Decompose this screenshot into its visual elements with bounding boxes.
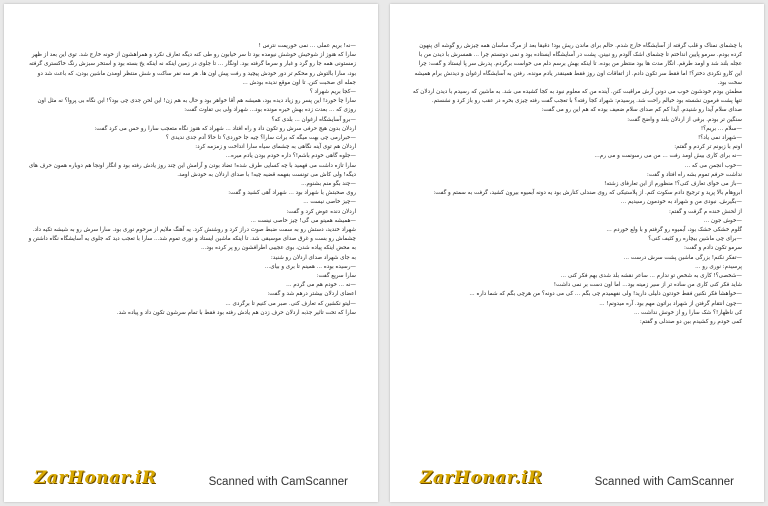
paragraph: سارا سریع گفت: xyxy=(316,273,356,280)
page-text xyxy=(412,42,742,462)
paragraph: اعضای اردلان بیشتر درهم شد و گفت: xyxy=(267,291,356,298)
paragraph: گلوم خشکی خشک بود، آبمیوه رو گرفتم و با ولع خوردم ... xyxy=(606,227,742,234)
paragraph: اردلان بدون هیچ حرفی سرش رو تکون داد و راه افتاد ... شهراد که هنوز نگاه متعجب سارا رو حس می کرد گفت: xyxy=(94,125,356,132)
paragraph: شاید فکر کنی کاری من ساده تر از سیر زمینه بود... اما اون دست بر نمی داشت! xyxy=(553,282,742,289)
paragraph: —شخصی؟! کاری به شخص تو ندارم ... ساعر نقشه بلد شدی بهم فکر کنی ... xyxy=(560,273,742,280)
paragraph: با چشمای نمناک و قلب گرفته از آسایشگاه خارج شدم. حالم برای ماندن ریش بود! دقیقا بعد از مرگ ساسان همه چیزش رو گوشه ای پنهون کرده بودم. سرمو پایین انداختم تا چشمای اشک آلودم رو نبینن. پشت در آسایشگاه ایستاده بود و نمی دونستم چرا ... همسرش با دیدن من با عجله بلند شد و اومد طرفم. انگار مدت ها بود منتظر من بوده. تا اینکه بهش برسم دلم می خواست برگردم. پدرش سر پا ایستاد و گفت: چرا این کارو نکردی دختر؟! اما فقط سر تکون دادم. از اتفاقات اون روز فقط همینقدر یادم مونده. رفتن به آسایشگاه ارغوان و دیدنش برام همیشه سخت بود. xyxy=(414,43,742,86)
paragraph: —تفکر نکنم! بزرگی ماشین پشت سرش درست ... xyxy=(623,254,742,261)
watermark-logo: ZarHonar.iR xyxy=(34,468,157,488)
scanner-label: Scanned with CamScanner xyxy=(208,476,348,488)
paragraph: سنگین تر بودم. برقی از اردلان بلند و واضح گفت: xyxy=(627,116,742,123)
paragraph: —بگیرش. نبودی من و شهراد به خودمون رسیدیم ... xyxy=(620,199,742,206)
document-page-right xyxy=(390,4,764,502)
paragraph: از لحنش خنده م گرفت و گفتم: xyxy=(669,208,742,215)
paragraph: —جلوه گاهی خودم باشم!؟ داره خودم بودن یادم میره... xyxy=(225,153,356,160)
paragraph: اردلان دنده عوض کرد و گفت: xyxy=(286,208,356,215)
document-page-left xyxy=(4,4,378,502)
paragraph: مطمئن بودم خودشون خوب می دونن آرش مراقبت کنن. آینده من که معلوم نبود به کجا کشیده می شد. به ماشین که رسیدم با دیدن اردلان که تنها پشت فرمون نشسته بود خیالم راحت شد. پرسیدم: شهراد کجا رفته؟ با تعجب گفت رفته چیزی بخره در عقب رو باز کرد و نشستم. xyxy=(412,89,742,105)
paragraph: به جای شهراد صدای اردلان رو شنید: xyxy=(270,254,356,261)
paragraph: —چون انتقام گرفتن از شهراد براتون مهم بود. آره میدونم! ... xyxy=(599,300,742,307)
paragraph: کمی خودم رو کشیدم بین دو صندلی و گفتم: xyxy=(639,319,742,326)
scanner-label: Scanned with CamScanner xyxy=(594,476,734,488)
paragraph: کی ناظهار!؟ شک سارا رو از خونش نداشت ... xyxy=(633,309,742,316)
paragraph: پرسیدم: نوری رو ... xyxy=(695,263,742,270)
paragraph: —نه! بریم عملی ... نمی خوریمت نترس ! xyxy=(258,43,356,49)
paragraph: —چیز خاصی نیست ... xyxy=(303,199,356,206)
paragraph: —چند بگو منم بشنوم... xyxy=(301,181,356,188)
paragraph: صدای سلام آیدا رو شنیدم. آیدا کم کم صدای سلام ضعیف بوده که هم این رو می گفت: xyxy=(541,107,742,114)
paragraph: —خبرارمی چی بهت میگه که برات سارا؟ چیه جا خوردی؟ تا حالا آدم جدی ندیدی ؟ xyxy=(165,135,356,142)
paragraph: سارا که تحت تاثیر جذبه اردلان حرف زدن هم یادش رفته بود فقط با تمام سرشون تکون داد و پیاده شد. xyxy=(116,309,356,316)
paragraph: ابروهام بالا پرید و ترجیح دادم سکوت کنم. از پلاستیکی که روی صندلی کنارش بود یه دونه آبمیوه بیرون کشید، گرفت به سمتم و گفت: xyxy=(433,190,742,197)
paragraph: اردلان هم توی آینه نگاهی به چشمای سیاه سارا انداخت و زمزمه کرد: xyxy=(195,144,356,151)
paragraph: —نه ... خودم هم می گردم ... xyxy=(286,282,356,289)
paragraph: سرمو تکون دادم و گفت: xyxy=(684,245,742,252)
paragraph: سارا چا خورد! این پسر رو زیاد دیده بود، همیشه هم آقا خواهر بود و حال به هم زن! این لحن جدی چی بود؟! این نگاه بی پروا؟ نه مثل اون روزی که ... بعدت زده بهش خیره مونده بود... شهراد ولی بی تفاوت گفت: xyxy=(37,98,356,114)
paragraph: —نه برای کاری بیش اومد رفت ... من می رسونمت و می رم... xyxy=(594,153,742,160)
paragraph: —رسیده بوده ... همینم تا بری و بیای... xyxy=(264,263,356,270)
paragraph: —کجا بریم شهراد ؟ xyxy=(309,89,356,96)
watermark-logo: ZarHonar.iR xyxy=(420,468,543,488)
paragraph: —سلام ... بریم؟! xyxy=(700,125,742,132)
paragraph: سارا که هنوز از شوخیش خوشش نیومده بود تا سر خیابون رو طی کنه دیگه تعارف نکرد و همراهشون از خونه خارج شد. توی این بعد از ظهر زمستونی همه جا رو گرد و غبار و سرما گرفته بود. اونگار ... تا جلوی در زمین اینکه نه اینکه یخ بسته بود و استخر سبزش رنگ خاکستری گرفته بود، سارا بالتوش رو محکم تر دور خودش پیچید و رفت پیش اون ها. هر سه نفر ساکت و شش منتظر اومدن ماشین بودن، که باعث شد دو جمله ای صحبت کنن. تا اون موقع ندیده بودش ... xyxy=(29,52,356,86)
paragraph: —شهراد نمی یاد؟! xyxy=(698,135,742,142)
paragraph: —باز می خوای تعارف کنی؟! منظورم از این تعارفای زشته! xyxy=(604,181,742,188)
paragraph: روی صحبتش با شهراد بود ... شهراد آهی کشید و گفت: xyxy=(228,190,356,197)
paragraph: —برو آسایشگاه ارغوان ... بلدی که؟ xyxy=(271,116,356,123)
paragraph: شهراد خندید، دستش رو به سمت ضبط صوت دراز کرد و روشنش کرد. یه آهنگ ملایم از مرحوم نوری بود. سارا سرش رو به شیشه تکیه داد. چشماش رو بست و غرق صدای موسیقی شد. تا اینکه ماشین ایستاد و نوری تموم شد... سارا با تعجب دید که جلوی یه آسایشگاه نگاه داشتن و به محض اینکه پیاده شدن، بوی عجیبی اطرافشون رو پر کرده بود... xyxy=(28,227,356,252)
page-text xyxy=(26,42,356,462)
paragraph: سارا تازه داشت می فهمید با چه کسایی طرف شده! تضاد بودن و آرامش این چند روز یادش رفته بود و انگار اونجا هم دوباره همون حرف های دیگه! ولی کاش می تونست بفهمه قضیه چیه! با صدای اردلان به خودش اومد. xyxy=(28,162,356,178)
paragraph: —لیتو نکشین که تعارف کنی. صبر می کنیم تا برگردی ... xyxy=(225,300,356,307)
paragraph: —همیشه همینو می گی! چیز خاصی نیست ... xyxy=(250,217,356,224)
paragraph: —برای چی ماشین بیچاره رو کثیف کنی؟ xyxy=(648,236,742,243)
paragraph: اونم با زبونم تر کردم و گفتم: xyxy=(674,144,742,151)
paragraph: —خواهشا فکر نکنین فقط خودتون دلیلی دارید! ولی نفهمیدم چی بگم ... کی می دونه؟ من هرچی بگم که شما داره ... xyxy=(469,291,742,298)
paragraph: —خوش جون ... xyxy=(703,217,742,224)
paragraph: —خوب انجمن می که ... xyxy=(684,162,742,169)
paragraph: نداشت حرفم تموم بشه راه افتاد و گفت: xyxy=(646,171,742,178)
